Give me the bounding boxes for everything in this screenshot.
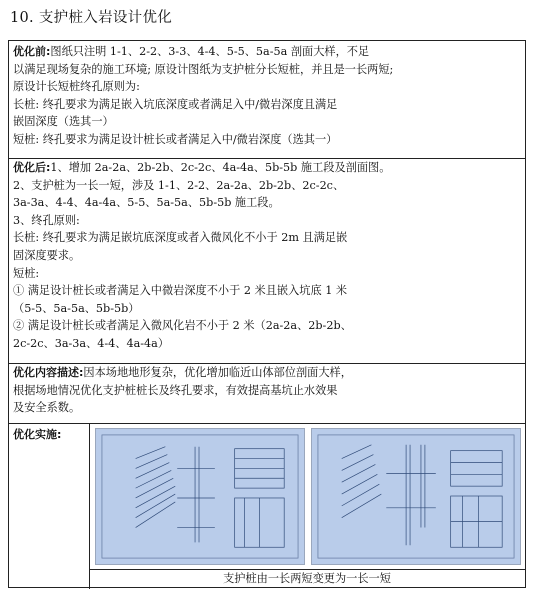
before-label: 优化前: <box>13 45 51 58</box>
before-section <box>9 41 525 159</box>
description-line: 及安全系数。 <box>13 401 81 415</box>
column-divider <box>89 424 90 589</box>
optimization-table <box>8 40 526 588</box>
after-line: 长桩: 终孔要求为满足嵌坑底深度或者入微风化不小于 2m 且满足嵌 <box>13 231 348 245</box>
description-line: 根据场地情况优化支护桩桩长及终孔要求，有效提高基坑止水效果 <box>13 383 338 397</box>
before-line: 短桩: 终孔要求为满足设计桩长或者满足入中/微岩深度（选其一） <box>13 132 338 146</box>
before-line: 以满足现场复杂的施工环境; 原设计图纸为支护桩分长短桩，并且是一长两短; <box>13 62 394 76</box>
drawing-photo-after <box>311 428 521 565</box>
description-label: 优化内容描述: <box>13 366 84 379</box>
implementation-section <box>9 424 525 589</box>
after-section <box>9 159 525 364</box>
before-line: 长桩: 终孔要求为满足嵌入坑底深度或者满足入中/微岩深度且满足 <box>13 97 338 111</box>
drawing-photo-before <box>95 428 305 565</box>
after-line: 3、终孔原则: <box>13 213 80 227</box>
after-line: 1、增加 2a-2a、2b-2b、2c-2c、4a-4a、5b-5b 施工段及剖面图。 <box>50 161 391 174</box>
section-title: 10. 支护桩入岩设计优化 <box>10 10 173 26</box>
after-line: 3a-3a、4-4、4a-4a、5-5、5a-5a、5b-5b 施工段。 <box>13 196 280 210</box>
implementation-label: 优化实施: <box>13 428 62 441</box>
description-line: 因本场地地形复杂，优化增加临近山体部位剖面大样， <box>83 366 352 379</box>
before-line: 图纸只注明 1-1、2-2、3-3、4-4、5-5、5a-5a 剖面大样，不足 <box>50 45 370 58</box>
after-line: （5-5、5a-5a、5b-5b） <box>13 301 140 315</box>
implementation-caption: 支护桩由一长两短变更为一长一短 <box>223 572 391 585</box>
after-line: 固深度要求。 <box>13 248 81 262</box>
after-line: 2c-2c、3a-3a、4-4、4a-4a） <box>13 336 170 350</box>
after-line: ② 满足设计桩长或者满足入微风化岩不小于 2 米（2a-2a、2b-2b、 <box>13 319 352 333</box>
after-label: 优化后: <box>13 161 51 174</box>
before-line: 原设计长短桩终孔原则为: <box>13 80 140 94</box>
after-line: 2、支护桩为一长一短，涉及 1-1、2-2、2a-2a、2b-2b、2c-2c、 <box>13 178 345 192</box>
after-line: 短桩: <box>13 266 40 280</box>
before-line: 嵌固深度（选其一） <box>13 115 114 129</box>
description-section <box>9 364 525 424</box>
after-line: ① 满足设计桩长或者满足入中微岩深度不小于 2 米且嵌入坑底 1 米 <box>13 284 348 298</box>
